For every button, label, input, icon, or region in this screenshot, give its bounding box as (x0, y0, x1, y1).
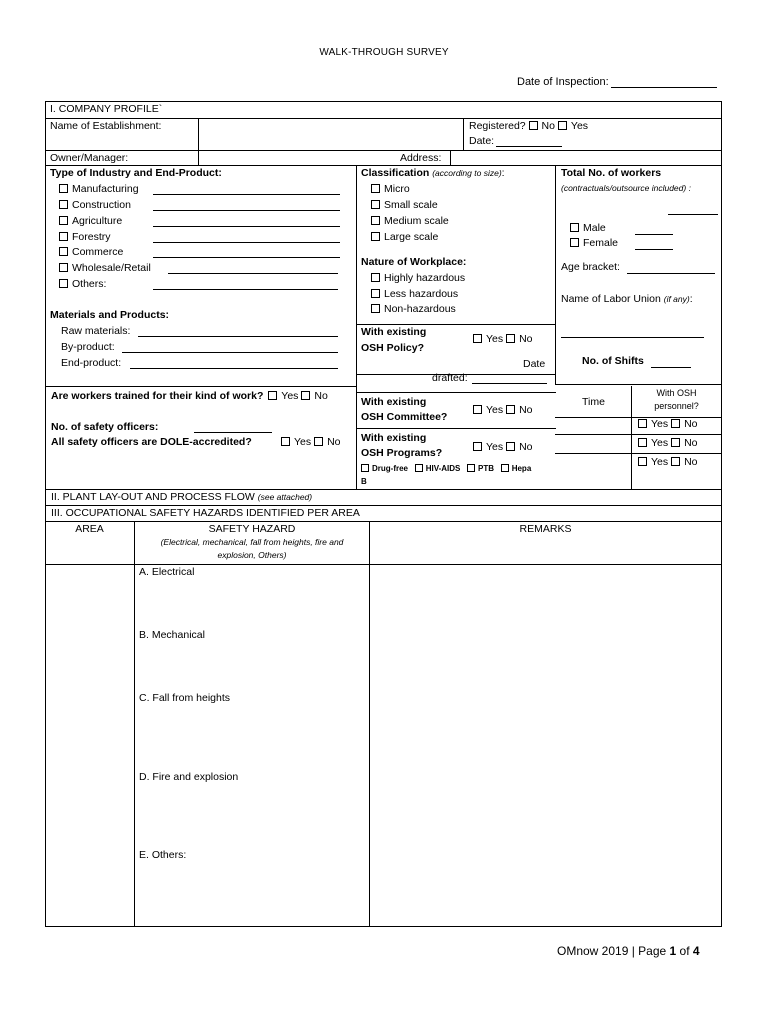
dole-question: All safety officers are DOLE-accredited? (51, 436, 252, 448)
industry-item[interactable]: Others: (59, 277, 106, 291)
age-bracket-field[interactable] (627, 273, 715, 274)
nature-item[interactable]: Highly hazardous (371, 271, 465, 285)
checkbox-icon[interactable] (371, 304, 380, 313)
checkbox-icon[interactable] (570, 238, 579, 247)
no-checkbox[interactable] (671, 438, 680, 447)
drug-free-checkbox[interactable] (361, 464, 369, 472)
registered-no-label: No (541, 120, 555, 132)
date-of-inspection-field[interactable] (611, 77, 717, 88)
yes-checkbox[interactable] (638, 438, 647, 447)
no-checkbox[interactable] (506, 442, 515, 451)
industry-item[interactable]: Manufacturing (59, 182, 139, 196)
checkbox-icon[interactable] (371, 232, 380, 241)
by-product-field[interactable] (122, 352, 338, 353)
materials-heading: Materials and Products: (50, 309, 170, 321)
osh-committee-label-1: With existing (361, 396, 427, 408)
shifts-label: No. of Shifts (582, 355, 644, 367)
osh-programs-options[interactable]: Yes No (473, 440, 533, 454)
trained-no-checkbox[interactable] (301, 391, 310, 400)
industry-item[interactable]: Commerce (59, 245, 123, 259)
date-of-inspection-label: Date of Inspection: (517, 76, 609, 88)
female-item[interactable]: Female (570, 236, 618, 250)
classification-heading (361, 166, 505, 180)
raw-materials-label: Raw materials: (61, 325, 131, 337)
safety-officers-field[interactable] (194, 432, 272, 433)
osh-committee-label-2: OSH Committee? (361, 411, 448, 423)
age-bracket-label: Age bracket: (561, 261, 620, 273)
yes-checkbox[interactable] (281, 437, 290, 446)
date-drafted-label-a: Date (523, 358, 546, 370)
osh-personnel-row-3[interactable]: Yes No (638, 455, 698, 469)
safety-hazard-header: SAFETY HAZARD (208, 523, 296, 535)
no-checkbox[interactable] (506, 334, 515, 343)
programs-list-cont: B (361, 477, 367, 486)
checkbox-icon[interactable] (59, 263, 68, 272)
yes-checkbox[interactable] (473, 334, 482, 343)
owner-manager-label: Owner/Manager: (50, 152, 129, 164)
registered-label: Registered? (469, 120, 526, 132)
osh-programs-label-2: OSH Programs? (361, 447, 443, 459)
industry-line[interactable] (153, 257, 340, 258)
ptb-checkbox[interactable] (467, 464, 475, 472)
safety-officers-label: No. of safety officers: (51, 421, 159, 433)
registered-yes-checkbox[interactable] (558, 121, 567, 130)
industry-line[interactable] (168, 273, 338, 274)
date-of-inspection (517, 76, 717, 88)
osh-programs-label-1: With existing (361, 432, 427, 444)
labor-union-note: (if any) (663, 294, 690, 304)
hazard-mechanical: B. Mechanical (139, 629, 205, 641)
checkbox-icon[interactable] (59, 247, 68, 256)
end-product-field[interactable] (130, 368, 338, 369)
industry-line[interactable] (153, 194, 340, 195)
classification-note: (according to size) (432, 168, 502, 178)
total-workers-heading: Total No. of workers (561, 167, 662, 179)
industry-item[interactable]: Construction (59, 198, 131, 212)
hazard-fall-from-heights: C. Fall from heights (139, 692, 231, 704)
registered-date-field[interactable] (496, 146, 562, 147)
no-checkbox[interactable] (671, 419, 680, 428)
remarks-header: REMARKS (519, 523, 572, 535)
size-item[interactable]: Medium scale (371, 214, 449, 228)
hazard-electrical: A. Electrical (139, 566, 195, 578)
industry-line[interactable] (153, 226, 340, 227)
checkbox-icon[interactable] (371, 216, 380, 225)
address-label: Address: (400, 152, 442, 164)
industry-line[interactable] (153, 242, 340, 243)
osh-policy-label-1: With existing (361, 326, 427, 338)
checkbox-icon[interactable] (59, 200, 68, 209)
checkbox-icon[interactable] (59, 232, 68, 241)
industry-item[interactable]: Wholesale/Retail (59, 261, 151, 275)
hepa-checkbox[interactable] (501, 464, 509, 472)
labor-union-colon: : (689, 293, 693, 305)
checkbox-icon[interactable] (371, 273, 380, 282)
checkbox-icon[interactable] (371, 289, 380, 298)
registered-question (469, 119, 588, 133)
industry-line[interactable] (153, 289, 338, 290)
no-checkbox[interactable] (506, 405, 515, 414)
end-product-label: End-product: (61, 357, 122, 369)
industry-item[interactable]: Agriculture (59, 214, 122, 228)
classification-label: Classification (361, 167, 430, 179)
industry-line[interactable] (153, 210, 340, 211)
registered-no-checkbox[interactable] (529, 121, 538, 130)
by-product-label: By-product: (61, 341, 115, 353)
section-3-heading: III. OCCUPATIONAL SAFETY HAZARDS IDENTIFIED PER AREA (51, 507, 360, 519)
hazard-fire-explosion: D. Fire and explosion (139, 771, 239, 783)
yes-checkbox[interactable] (473, 405, 482, 414)
date-drafted-field[interactable] (472, 383, 547, 384)
labor-union-text: Name of Labor Union (561, 293, 661, 305)
checkbox-icon[interactable] (570, 223, 579, 232)
document-title: WALK-THROUGH SURVEY (319, 47, 449, 58)
osh-policy-options[interactable]: Yes No (473, 332, 533, 346)
no-checkbox[interactable] (671, 457, 680, 466)
osh-personnel-row-1[interactable]: Yes No (638, 417, 698, 431)
nature-heading: Nature of Workplace: (361, 256, 467, 268)
section-2-heading: II. PLANT LAY-OUT AND PROCESS FLOW (see attached) (51, 491, 313, 503)
with-osh-personnel-header: With OSH personnel? (654, 388, 699, 411)
trained-yes-checkbox[interactable] (268, 391, 277, 400)
area-header: AREA (75, 523, 104, 535)
male-count-field[interactable] (635, 234, 673, 235)
workers-note: (contractuals/outsource included) : (561, 183, 691, 193)
shifts-field[interactable] (651, 367, 691, 368)
classification-colon: : (501, 167, 505, 179)
nature-item[interactable]: Non-hazardous (371, 302, 456, 316)
yes-checkbox[interactable] (473, 442, 482, 451)
hazard-others: E. Others: (139, 849, 187, 861)
checkbox-icon[interactable] (371, 200, 380, 209)
labor-union-label (561, 292, 693, 306)
size-item[interactable]: Large scale (371, 230, 438, 244)
time-header: Time (582, 396, 605, 408)
industry-type-heading: Type of Industry and End-Product: (50, 167, 222, 179)
size-item[interactable]: Small scale (371, 198, 438, 212)
programs-list: Drug-free HIV-AIDS PTB Hepa (361, 462, 531, 476)
page-footer: OMnow 2019 | Page 1 of 4 (557, 944, 700, 958)
checkbox-icon[interactable] (59, 184, 68, 193)
total-workers-field[interactable] (668, 214, 718, 215)
hiv-aids-checkbox[interactable] (415, 464, 423, 472)
safety-hazard-note: (Electrical, mechanical, fall from heights, fire and explosion, Others) (160, 537, 344, 560)
osh-policy-label-2: OSH Policy? (361, 342, 425, 354)
no-checkbox[interactable] (314, 437, 323, 446)
trained-question-text: Are workers trained for their kind of work? (51, 390, 264, 402)
dole-options[interactable]: Yes No (281, 435, 341, 449)
male-item[interactable]: Male (570, 221, 606, 235)
date-drafted-label-b: drafted: (432, 372, 468, 384)
labor-union-field[interactable] (561, 337, 704, 338)
female-count-field[interactable] (635, 249, 673, 250)
size-item[interactable]: Micro (371, 182, 410, 196)
yes-checkbox[interactable] (638, 419, 647, 428)
industry-item[interactable]: Forestry (59, 230, 111, 244)
trained-question: Are workers trained for their kind of work? Yes No (51, 390, 328, 402)
name-of-establishment-label: Name of Establishment: (50, 120, 162, 132)
checkbox-icon[interactable] (59, 279, 68, 288)
osh-committee-options[interactable]: Yes No (473, 403, 533, 417)
yes-checkbox[interactable] (638, 457, 647, 466)
checkbox-icon[interactable] (371, 184, 380, 193)
osh-personnel-row-2[interactable]: Yes No (638, 436, 698, 450)
raw-materials-field[interactable] (138, 336, 338, 337)
section-1-heading: I. COMPANY PROFILE` (50, 103, 163, 115)
registered-date-label: Date: (469, 135, 495, 147)
checkbox-icon[interactable] (59, 216, 68, 225)
registered-yes-label: Yes (570, 120, 589, 132)
nature-item[interactable]: Less hazardous (371, 287, 458, 301)
